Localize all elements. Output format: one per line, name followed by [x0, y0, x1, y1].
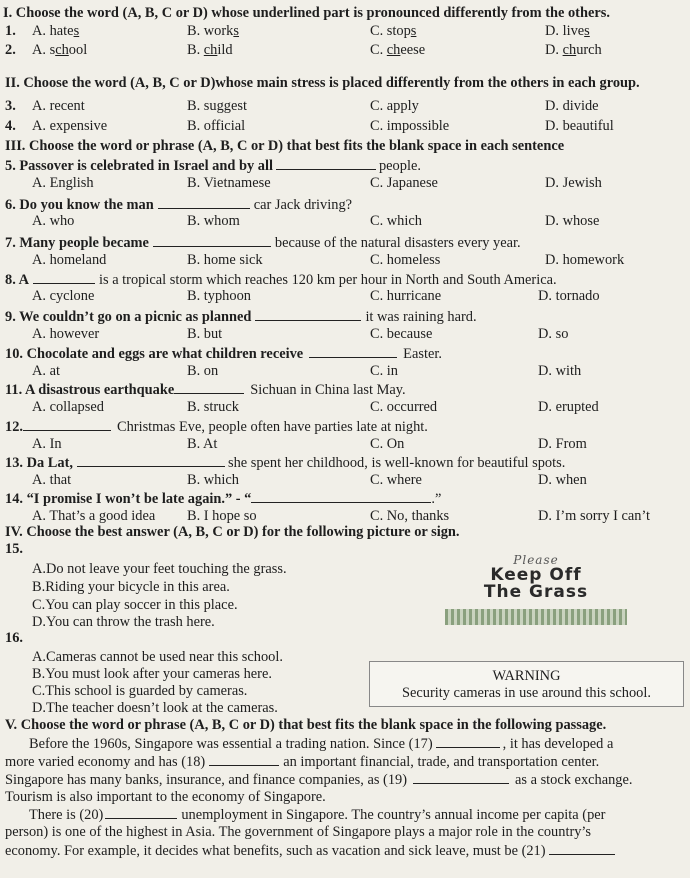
passage-line-5: There is (20) unemployment in Singapore. The country’s annual income per capita (per [29, 807, 606, 823]
option-d: D. with [538, 363, 582, 379]
warning-text: Security cameras in use around this school. [402, 685, 651, 701]
option-a: A. expensive [32, 118, 108, 134]
question-15-number: 15. [5, 541, 23, 557]
keep-off-grass-sign [445, 553, 627, 625]
option-c: C. in [370, 363, 398, 379]
section-2-heading: II. Choose the word (A, B, C or D)whose main stress is placed differently from the others in each group. [5, 75, 640, 91]
passage-line-1: Before the 1960s, Singapore was essential a trading nation. Since (17) , it has developed a [29, 736, 614, 752]
sign-the-grass-text: The Grass [483, 582, 589, 602]
passage-line-7: economy. For example, it decides what benefits, such as vacation and sick leave, must be (21) [5, 842, 615, 860]
option-b: B. which [187, 472, 239, 488]
question-13-stem: 13. Da Lat, she spent her childhood, is well-known for beautiful spots. [5, 455, 566, 471]
option-b: B. but [187, 326, 223, 342]
warning-sign [369, 661, 684, 707]
section-5-heading: V. Choose the word or phrase (A, B, C or D) that best fits the blank space in the following passage. [5, 717, 607, 733]
option-d: D. when [538, 472, 587, 488]
option-a: A. who [32, 213, 75, 229]
option-b: B. official [187, 118, 246, 134]
option-c: C.This school is guarded by cameras. [32, 683, 248, 699]
section-4-heading: IV. Choose the best answer (A, B, C or D) for the following picture or sign. [5, 524, 460, 540]
option-a: A. collapsed [32, 399, 104, 415]
option-b: B. suggest [187, 98, 247, 114]
option-c: C. occurred [370, 399, 438, 415]
option-d: D. church [545, 42, 602, 58]
option-c: C. Japanese [370, 175, 438, 191]
section-1-heading: I. Choose the word (A, B, C or D) whose underlined part is pronounced differently from the others. [3, 5, 610, 21]
sign-please-text: Please [513, 553, 559, 567]
option-a: A. English [32, 175, 94, 191]
option-a: A.Do not leave your feet touching the grass. [32, 561, 287, 577]
question-16-number: 16. [5, 630, 23, 646]
grass-picture [445, 609, 627, 625]
option-a: A. homeland [32, 252, 107, 268]
option-d: D. tornado [538, 288, 600, 304]
option-c: C. where [370, 472, 422, 488]
option-c: C. On [370, 436, 405, 452]
question-8-stem: 8. A is a tropical storm which reaches 120 km per hour in North and South America. [5, 272, 557, 288]
passage-line-3: Singapore has many banks, insurance, and finance companies, as (19) as a stock exchange. [5, 772, 633, 788]
question-14-stem: 14. “I promise I won’t be late again.” - “ .” [5, 491, 442, 507]
option-d: D. Jewish [545, 175, 602, 191]
option-b: B. Vietnamese [187, 175, 271, 191]
option-c: C.You can play soccer in this place. [32, 597, 238, 613]
question-12-stem: 12. Christmas Eve, people often have parties late at night. [5, 419, 428, 435]
option-a: A. recent [32, 98, 85, 114]
option-d: D. homework [545, 252, 625, 268]
option-a: A. at [32, 363, 60, 379]
question-10-stem: 10. Chocolate and eggs are what children receive Easter. [5, 346, 442, 362]
option-d: D. so [538, 326, 569, 342]
option-a: A. That’s a good idea [32, 508, 156, 524]
option-b: B. child [187, 42, 233, 58]
option-b: B.Riding your bicycle in this area. [32, 579, 230, 595]
question-7-stem: 7. Many people became because of the natural disasters every year. [5, 235, 521, 251]
option-d: D. beautiful [545, 118, 614, 134]
option-c: C. apply [370, 98, 419, 114]
option-d: D. whose [545, 213, 600, 229]
option-b: B. works [187, 23, 239, 39]
passage-line-4: Tourism is also important to the economy of Singapore. [5, 789, 326, 805]
option-b: B. on [187, 363, 219, 379]
option-d: D. erupted [538, 399, 599, 415]
option-c: C. No, thanks [370, 508, 450, 524]
option-b: B. I hope so [187, 508, 257, 524]
sign-keep-off-text: Keep Off [490, 565, 582, 585]
question-5-stem: 5. Passover is celebrated in Israel and by all people. [5, 158, 421, 174]
option-a: A. hates [32, 23, 80, 39]
question-6-stem: 6. Do you know the man car Jack driving? [5, 197, 353, 213]
passage-line-2: more varied economy and has (18) an important financial, trade, and transportation center. [5, 754, 600, 770]
passage-line-6: person) is one of the highest in Asia. The government of Singapore plays a major role in the country’s [5, 824, 592, 840]
option-d: D.The teacher doesn’t look at the cameras. [32, 700, 278, 716]
option-b: B. At [187, 436, 218, 452]
question-9-stem: 9. We couldn’t go on a picnic as planned it was raining hard. [5, 309, 477, 325]
question-number: 1. [5, 23, 16, 39]
warning-title: WARNING [492, 668, 561, 684]
option-c: C. which [370, 213, 422, 229]
option-a: A. cyclone [32, 288, 95, 304]
option-d: D. divide [545, 98, 599, 114]
option-c: C. hurricane [370, 288, 442, 304]
option-a: A. that [32, 472, 72, 488]
question-number: 3. [5, 98, 16, 114]
option-a: A.Cameras cannot be used near this school. [32, 649, 283, 665]
option-b: B. home sick [187, 252, 263, 268]
question-number: 2. [5, 42, 16, 58]
option-c: C. because [370, 326, 433, 342]
option-a: A. however [32, 326, 100, 342]
section-3-heading: III. Choose the word or phrase (A, B, C or D) that best fits the blank space in each sentence [5, 138, 565, 154]
option-b: B. whom [187, 213, 240, 229]
option-c: C. homeless [370, 252, 441, 268]
question-11-stem: 11. A disastrous earthquake Sichuan in China last May. [5, 382, 406, 398]
option-c: C. impossible [370, 118, 450, 134]
option-d: D. lives [545, 23, 590, 39]
option-c: C. stops [370, 23, 417, 39]
option-c: C. cheese [370, 42, 426, 58]
option-b: B.You must look after your cameras here. [32, 666, 272, 682]
option-a: A. school [32, 42, 88, 58]
option-d: D. I’m sorry I can’t [538, 508, 651, 524]
option-b: B. struck [187, 399, 239, 415]
option-d: D.You can throw the trash here. [32, 614, 215, 630]
option-d: D. From [538, 436, 587, 452]
option-a: A. In [32, 436, 62, 452]
question-number: 4. [5, 118, 16, 134]
option-b: B. typhoon [187, 288, 251, 304]
